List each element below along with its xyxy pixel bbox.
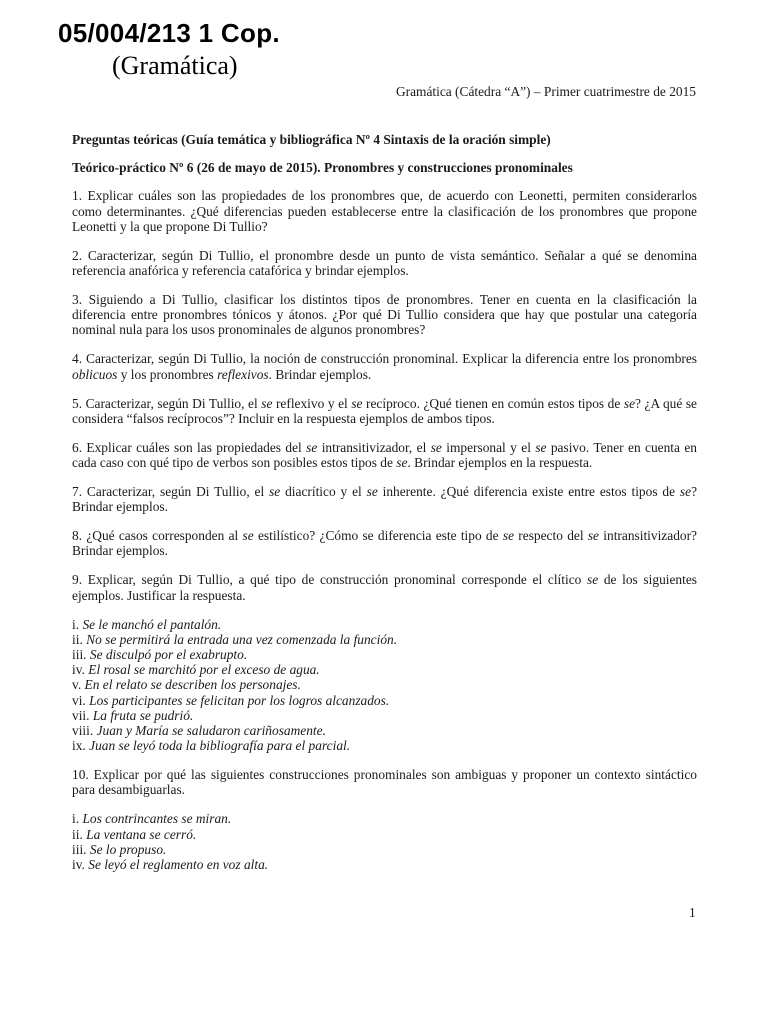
question-9: 9. Explicar, según Di Tullio, a qué tipo de construcción pronominal corresponde el clítico se de los siguientes ejemplos. Justificar la respuesta.: [72, 572, 697, 603]
question-7: 7. Caracterizar, según Di Tullio, el se diacrítico y el se inherente. ¿Qué diferencia existe entre estos tipos de se? Brindar ejemplos.: [72, 484, 698, 515]
question-4: 4. Caracterizar, según Di Tullio, la noción de construcción pronominal. Explicar la diferencia entre los pronombres oblicuos y los pronombres reflexivos. Brindar ejemplos.: [72, 351, 697, 382]
practical-heading: Teórico-práctico Nº 6 (26 de mayo de 2015). Pronombres y construcciones pronominales: [72, 160, 573, 176]
list-item: vi. Los participantes se felicitan por los logros alcanzados.: [72, 692, 390, 708]
examples-list-10: [72, 811, 697, 872]
question-6: 6. Explicar cuáles son las propiedades del se intransitivizador, el se impersonal y el se pasivo. Tener en cuenta en cada caso con qué tipo de verbos son posibles estos tipos de se. Brindar ejemplos en la respuesta.: [72, 439, 698, 471]
list-item: ii. La ventana se cerró.: [72, 826, 197, 842]
list-item: iv. Se leyó el reglamento en voz alta.: [72, 857, 269, 873]
list-item: iii. Se disculpó por el exabrupto.: [72, 647, 248, 663]
course-header: Gramática (Cátedra “A”) – Primer cuatrimestre de 2015: [395, 84, 696, 99]
guide-heading: Preguntas teóricas (Guía temática y bibliográfica Nº 4 Sintaxis de la oración simple): [72, 132, 551, 147]
page-number: 1: [689, 905, 696, 920]
question-3: 3. Siguiendo a Di Tullio, clasificar los distintos tipos de pronombres. Tener en cuenta en la clasificación la diferencia entre pronombres tónicos y átonos. ¿Por qué Di Tullio considera que hay que postular una categoría nominal nula para los usos pronominales de algunos pronombres?: [72, 292, 697, 338]
question-10: 10. Explicar por qué las siguientes construcciones pronominales son ambiguas y proponer un contexto sintáctico para desambiguarlas.: [72, 767, 697, 798]
document-body: [72, 132, 697, 886]
question-1: 1. Explicar cuáles son las propiedades de los pronombres que, de acuerdo con Leonetti, permiten considerarlos como determinantes. ¿Qué diferencias pueden establecerse entre la clasificación de los pronombres que propone Leonetti y la que propone Di Tullio?: [72, 188, 697, 234]
question-5: 5. Caracterizar, según Di Tullio, el se reflexivo y el se recíproco. ¿Qué tienen en común estos tipos de se? ¿A qué se considera “falsos recíprocos”? Incluir en la respuesta ejemplos de ambos tipos.: [72, 395, 697, 426]
list-item: i. Se le manchó el pantalón.: [72, 616, 222, 632]
list-item: ii. No se permitirá la entrada una vez comenzada la función.: [72, 631, 398, 647]
document-subject: (Gramática): [112, 51, 238, 80]
document-code: 05/004/213 1 Cop.: [58, 18, 280, 48]
list-item: iv. El rosal se marchitó por el exceso de agua.: [72, 662, 320, 678]
list-item: iii. Se lo propuso.: [72, 841, 167, 857]
question-8: 8. ¿Qué casos corresponden al se estilístico? ¿Cómo se diferencia este tipo de se respecto del se intransitivizador? Brindar ejemplos.: [72, 528, 697, 559]
question-2: 2. Caracterizar, según Di Tullio, el pronombre desde un punto de vista semántico. Señalar a qué se denomina referencia anafórica y referencia catafórica y brindar ejemplos.: [72, 247, 697, 279]
list-item: ix. Juan se leyó toda la bibliografía para el parcial.: [72, 738, 351, 754]
list-item: viii. Juan y María se saludaron cariñosamente.: [72, 723, 326, 739]
list-item: i. Los contrincantes se miran.: [72, 811, 232, 827]
list-item: vii. La fruta se pudrió.: [72, 707, 194, 723]
list-item: v. En el relato se describen los personajes.: [72, 677, 301, 693]
examples-list-9: [72, 617, 697, 754]
